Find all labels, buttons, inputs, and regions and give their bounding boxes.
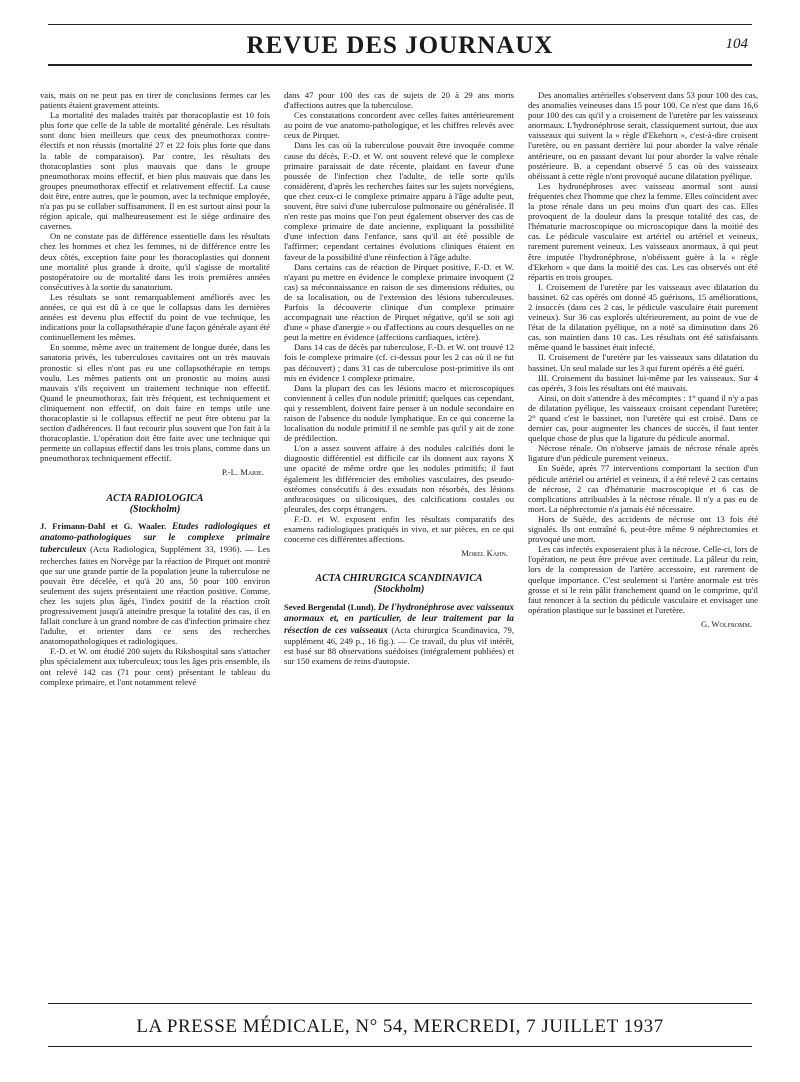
column-1 [40,90,270,830]
article-reference: (Acta Radiologica, Supplément 33, 1936). — Les recherches faites en Norvège par la réaction de Pirquet ont montré que sur une grande partie de la population jeune la tuberculose ne pouvait être décelée, et qu'à 20 ans, 50 pour 100 environ seulement des sujets présentaient une réaction positive. Comme, chez les sujets plus âgés, l'index positif de la réaction croît progressivement jusqu'à atteindre presque la totalité des cas, il en fallait conclure à un grand nombre de cas d'infection primaire chez l'adulte, et orienter dans ce sens des recherches anatomopathologiques et radiologiques. [40,543,270,647]
paragraph: En somme, même avec un traitement de longue durée, dans les sanatoria privés, les tuberculoses cavitaires ont un très mauvais pronostic si elles n'ont pas eu une collapsothérapie en temps voulu. Les mêmes patients ont un pronostic au moins aussi mauvais s'ils reçoivent un traitement technique non effectif. Quand le pneumothorax, fait très fréquent, est techniquement et cliniquement non effectif, on doit faire en temps utile une thoracoplastie si le collapsus effectif ne peut être obtenu par la section d'adhérences. Il faut recourir plus souvent que l'on fait à la thoracoplastie. L'opération doit être faite avec une technique qui permette un collapsus effectif dans les trois plans, comme dans un pneumothorax techniquement effectif. [40,342,270,464]
page-number: 104 [725,36,748,52]
article-title: Etudes radiologiques et anatomo-pathologiques sur le complexe primaire tuberculeux [40,521,270,555]
paragraph: Dans les cas où la tuberculose pouvait être invoquée comme cause du décès, F.-D. et W. ont souvent relevé que le complexe primaire paraissait de date récente, plaidant en faveur d'une poussée de l'infection chez l'adulte, de telle sorte qu'ils considèrent, d'après les recherches faites sur les sujets norvégiens, que chez ceux-ci le complexe primaire apparu à l'âge adulte peut, souvent, être suivi d'une tuberculose pulmonaire ou généralisée. Il n'en reste pas moins que l'on peut également observer des cas de complexe primaire de date ancienne, expliquant la possibilité d'une infection dans l'enfance, sans qu'il ait été possible de l'affirmer; cependant certaines évolutions cliniques étaient en faveur de la possibilité d'une réinfection à l'âge adulte. [284,140,514,262]
paragraph: L'on a assez souvent affaire à des nodules calcifiés dont le diagnostic différentiel est difficile car ils donnent aux rayons X une opacité de même ordre que les nodules primitifs; il faut également les différencier des embolies vasculaires, des pseudo-ostéomes consécutifs à des exsudats non résorbés, des lésions anthracosiques ou silicosiques, des calcifications costales ou pleurales, des corps étrangers. [284,443,514,514]
section-subtitle: (Stockholm) [373,584,425,596]
paragraph: F.-D. et W. ont étudié 200 sujets du Rikshospital sans s'attacher plus spécialement aux tuberculeux; tous les âges pris ensemble, ils ont relevé 142 cas (71 pour cent) présentant le tableau du complexe primaire, et l'ont notamment relevé [40,646,270,687]
paragraph: Nécrose rénale. On n'observe jamais de nécrose rénale après ligature d'un pédicule purement veineux. [528,443,758,464]
paragraph: F.-D. et W. exposent enfin les résultats comparatifs des examens radiologiques pratiqués in vivo, et sur pièces, en ce qui concerne ces différentes affections. [284,513,514,545]
article-entry [284,602,514,667]
article-columns [40,90,758,830]
paragraph: III. Croisement du bassinet lui-même par les vaisseaux. Sur 4 cas opérés, 3 fois les résultats ont été mauvais. [528,372,758,393]
column-3 [528,90,758,830]
top-rule [48,24,752,25]
article-reference: (Acta chirurgica Scandinavica, 79, supplément 46, 249 p., 16 fig.). — Ce travail, du plus vif intérêt, est basé sur 88 observations suédoises (intégralement publiées) et sur 150 examens de reins d'autopsie. [284,624,514,667]
article-title: De l'hydronéphrose avec vaisseaux anormaux et, en particulier, de leur traitement par la résection de ces vaisseaux [284,602,514,636]
paragraph: II. Croisement de l'uretère par les vaisseaux sans dilatation du bassinet. Un seul malade sur les 3 qui furent opérés a été guéri. [528,352,758,373]
article-authors: J. Frimann-Dahl et G. Waaler. [40,520,167,531]
paragraph: Dans certains cas de réaction de Pirquet positive, F.-D. et W. n'ayant pu mettre en évidence le complexe primaire invoquent (2 cas) sa méconnaissance en raison de ses dimensions réduites, ou de sa localisation, ou de l'extension des lésions tuberculeuses. Parfois la découverte clinique d'un complexe primaire accompagnait une réaction de Pirquet négative, qu'il se soit agi d'une « phase d'anergie » ou d'affections au cours desquelles on ne peut la mettre en évidence (affections cardiaques, ictère). [284,261,514,343]
bottom-rule [48,1046,752,1047]
paragraph: Les résultats se sont remarquablement améliorés avec les années, ce qui est dû à ce que le collapsus dans les dernières années est devenu plus effectif du point de vue technique, les indications pour la collapsothérapie d'une façon générale ayant été continuellement les mêmes. [40,291,270,343]
signature: G. Wolfromm. [701,618,752,629]
paragraph: Des anomalies artérielles s'observent dans 53 pour 100 des cas, des anomalies veineuses dans 15 pour 100. Ce n'est que dans 16,6 pour 100 des cas qu'il y a croisement de l'uretère par les vaisseaux anormaux. L'hydronéphrose serait, classiquement surtout, due aux vaisseaux qui suivent la « règle d'Ekehorn », c'est-à-dire croisent l'uretère, ou en passant derrière lui pour aborder la valve rénale antérieure, ou en passant devant lui pour aborder la valve rénale postérieure. B. a cependant observé 5 cas où des vaisseaux obéissant à cette règle n'ont provoqué aucune dilatation pyélique. [528,90,758,181]
footer-rule [48,1003,752,1004]
article-authors: Seved Bergendal (Lund). [284,601,376,612]
header-rule [48,64,752,66]
page-header [48,30,752,60]
paragraph: Dans la plupart des cas les lésions macro et microscopiques conviennent à celles d'un nodule primitif; quelques cas cependant, qui y ressemblent, doivent faire penser à un nodule secondaire en raison de l'absence du nodule lymphatique. En ce qui concerne la localisation du nodule primitif il ne semble pas qu'il y ait de zone de prédilection. [284,382,514,444]
signature: Morel Kahn. [461,548,508,559]
article-entry [40,521,270,647]
paragraph: vais, mais on ne peut pas en tirer de conclusions fermes car les patients étaient gravement atteints. [40,90,270,111]
paragraph: Ces constatations concordent avec celles faites antérieurement au point de vue anatomo-pathologique, et les chiffres relevés avec ceux de Pirquet. [284,110,514,141]
paragraph: En Suède, après 77 interventions comportant la section d'un pédicule artériel ou artériel et veineux, il a été relevé 2 cas certains de nécrose, 2 cas d'hématurie macroscopique et 6 cas de complications attribuables à la nécrose rénale. Il n'y a pas eu de mort. La néphrectomie n'a jamais été nécessaire. [528,463,758,514]
section-subtitle: (Stockholm) [129,503,181,515]
section-title: ACTA CHIRURGICA SCANDINAVICA [315,573,483,585]
column-2 [284,90,514,830]
page-title: REVUE DES JOURNAUX [246,32,554,59]
paragraph: Dans 14 cas de décès par tuberculose, F.-D. et W. ont trouvé 12 fois le complexe primaire (cf. ci-dessus pour les 2 cas où il ne fut pas découvert) ; dans 31 cas de tuberculose post-primitive ils ont mis en évidence 1 complexe primaire. [284,342,514,383]
paragraph: dans 47 pour 100 des cas de sujets de 20 à 29 ans morts d'affections autres que la tuberculose. [284,90,514,111]
signature: P.-L. Marie. [221,467,264,478]
paragraph: Hors de Suède, des accidents de nécrose ont 13 fois été signalés. Ils ont entraîné 6, peut-être même 9 néphrectomies et provoqué une mort. [528,513,758,545]
paragraph: On ne constate pas de différence essentielle dans les résultats chez les hommes et chez les femmes, ni de différence entre les deux côtés, exception faite pour les thoracoplasties qui donnent une mortalité plus grande à droite, qu'il s'agisse de mortalité postopératoire ou de mortalité dans les trois premières années consécutives à la sortie du sanatorium. [40,231,270,292]
page-footer: LA PRESSE MÉDICALE, N° 54, MERCREDI, 7 JUILLET 1937 [136,1016,664,1037]
section-title: ACTA RADIOLOGICA [106,492,204,504]
paragraph: Ainsi, on doit s'attendre à des mécomptes : 1° quand il n'y a pas de dilatation pyélique, les vaisseaux croisant cependant l'uretère; 2° quand c'est le bassinet, non l'uretère qui est croisé. Dans ce dernier cas, pour augmenter les chances de succès, il faut tenter quelque chose de plus que la ligature du pédicule anormal. [528,392,758,444]
paragraph: Les hydronéphroses avec vaisseau anormal sont aussi fréquentes chez l'homme que chez la femme. Elles coïncident avec la ptose rénale dans un peu moins d'un quart des cas. Elles provoquent de la douleur dans la presque totalité des cas, de l'hématurie macroscopique ou microscopique dans la moitié des cas. Le pédicule vasculaire est artériel ou artériel et veineux, rarement purement veineux. Les vaisseaux anormaux, à qui peut être imputée l'hydronéphrose, n'obéissent guère à la « règle d'Ekehorn » que dans la moitié des cas. Les cas observés ont été répartis en trois groupes. [528,180,758,282]
paragraph: Les cas infectés exposeraient plus à la nécrose. Celle-ci, lors de l'opération, ne peut être prévue avec certitude. La pâleur du rein, lors de la compression de l'artère accessoire, est rarement de quelque importance. C'est seulement si l'artère anormale est très grosse et si le rein pâlit franchement quand on le comprime, qu'il faut renoncer à la section du pédicule vasculaire et envisager une opération plastique sur le bassinet et l'uretère. [528,544,758,615]
paragraph: I. Croisement de l'uretère par les vaisseaux avec dilatation du bassinet. 62 cas opérés ont donné 45 guérisons, 15 améliorations, 2 insuccès (dans ces 2 cas, le pédicule vasculaire était purement veineux). Sur 36 cas explorés ultérieurement, au point de vue de l'état de la dilatation pyélique, on a noté sa diminution dans 26 cas, son maintien dans 10 cas. Les résultats ont été satisfaisants même quand le bassinet était infecté. [528,281,758,353]
paragraph: La mortalité des malades traités par thoracoplastie est 10 fois plus forte que celle de la table de mortalité générale. Les résultats sont donc bien meilleurs que ceux des pneumothorax contre-électifs et non réussis (mortalité 27 et 22 fois plus forte que dans la table de comparaison). Par contre, les résultats des thoracoplasties sont plus mauvais que dans le groupe pneumothorax moins effectif, et bien plus mauvais que dans les groupes pneumothorax effectif et relativement effectif. La cause doit être, entre autres, que le poumon, avec la technique employée, n'a pas pu se collaber suffisamment. Il en est surtout ainsi pour la région apicale, qui malheureusement est le siège ordinaire des cavernes. [40,110,270,232]
